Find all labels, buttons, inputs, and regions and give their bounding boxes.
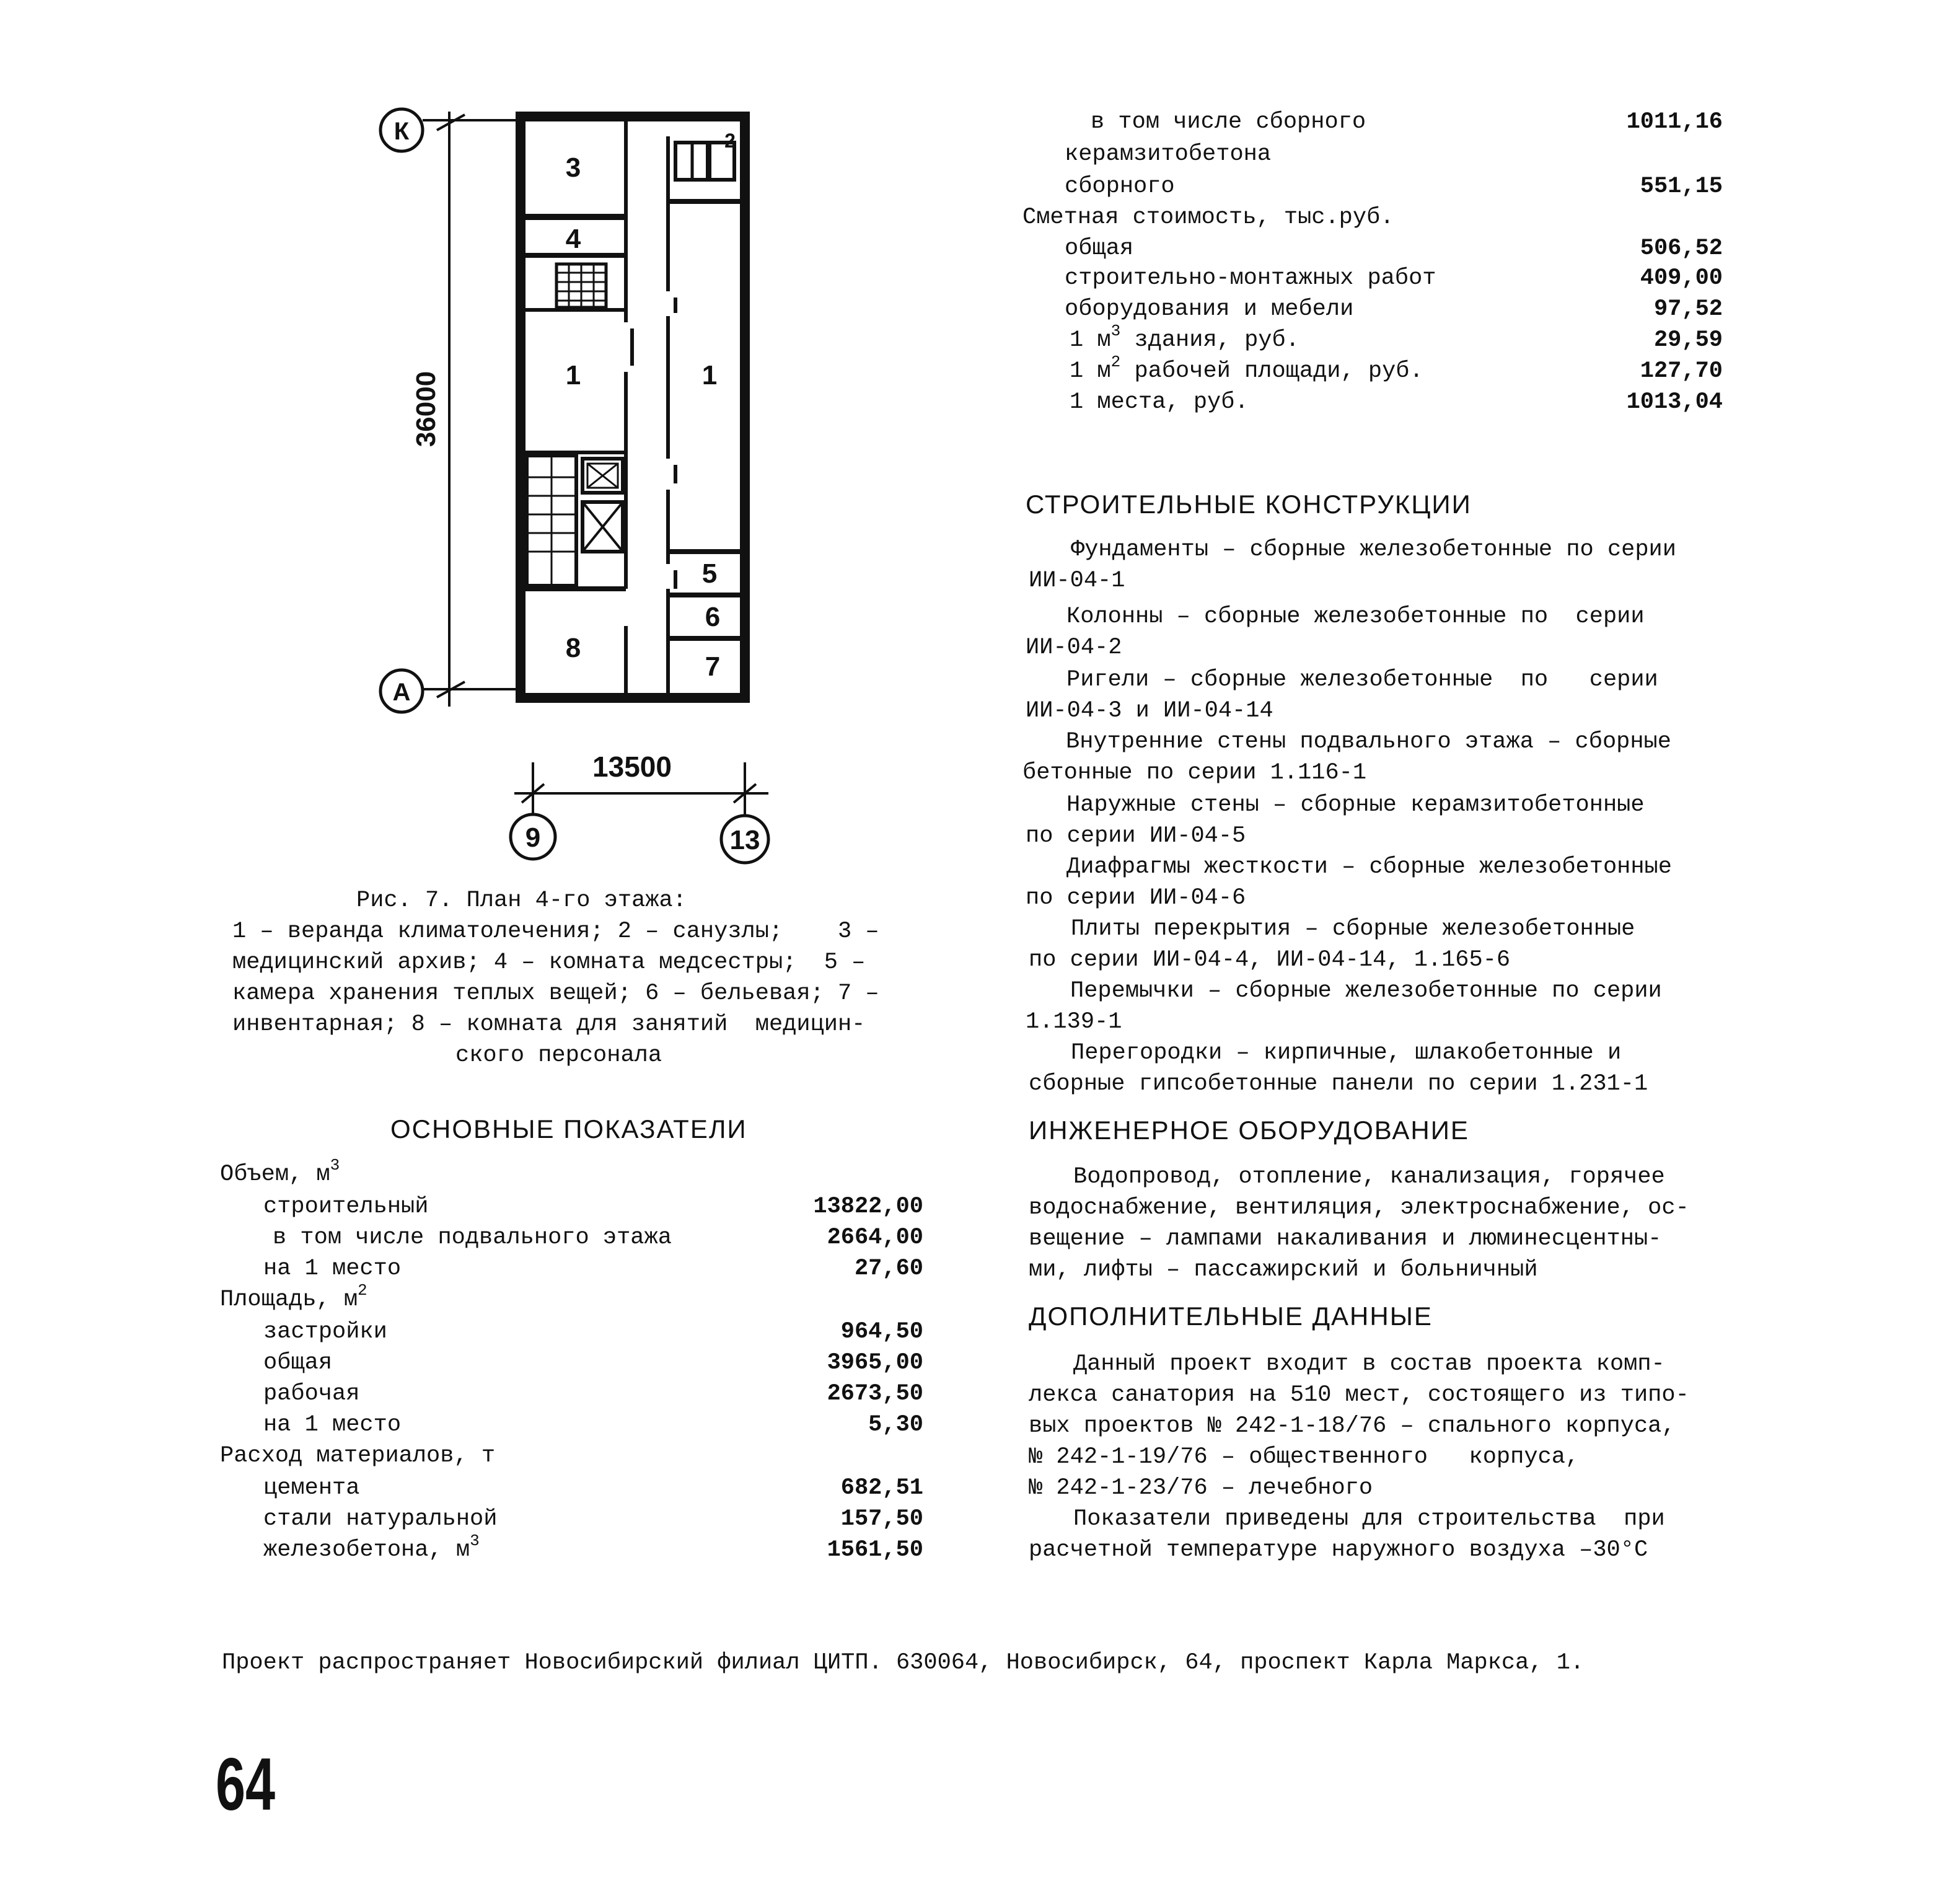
cost-row: 1 $м^2$ рабочей площади, руб. 127,70 xyxy=(1070,352,1723,384)
indicators-heading: ОСНОВНЫЕ ПОКАЗАТЕЛИ xyxy=(390,1114,747,1144)
cost-row: Сметная стоимость, тыс.руб. xyxy=(1022,205,1394,231)
structure-item: Перегородки – кирпичные, шлакобетонные и сборные гипсобетонные панели по серии 1.231-1 xyxy=(1029,1040,1648,1097)
cost-row: 1 $м^3$ здания, руб. 29,59 xyxy=(1070,321,1723,353)
room-7-label: 7 xyxy=(705,651,721,682)
indicator-row: железобетона, $м^3$ 1561,50 xyxy=(263,1531,923,1563)
indicator-row: на 1 место 27,60 xyxy=(263,1256,923,1282)
floor-plan-drawing xyxy=(359,93,793,868)
structure-item: Внутренние стены подвального этажа – сборные бетонные по серии 1.116-1 xyxy=(1022,729,1671,786)
indicator-row: Площадь, $м^2$ xyxy=(220,1280,367,1313)
indicator-row: Расход материалов, т xyxy=(220,1443,496,1469)
room-1-left-label: 1 xyxy=(565,360,581,390)
structure-item: Перемычки – сборные железобетонные по серии 1.139-1 xyxy=(1026,978,1662,1035)
structures-heading: СТРОИТЕЛЬНЫЕ КОНСТРУКЦИИ xyxy=(1026,490,1472,519)
indicator-row: в том числе подвального этажа 2664,00 xyxy=(273,1225,923,1251)
cost-row: общая 506,52 xyxy=(1065,236,1723,262)
indicator-row: Объем, $м^3$ xyxy=(220,1155,340,1188)
caption-line: 1 – веранда климатолечения; 2 – санузлы; 3 – xyxy=(232,919,879,945)
indicator-row: стали натуральной 157,50 xyxy=(263,1506,923,1532)
room-8-label: 8 xyxy=(565,633,581,663)
room-6-label: 6 xyxy=(705,602,721,632)
cost-row: оборудования и мебели 97,52 xyxy=(1065,296,1723,322)
indicator-row: рабочая 2673,50 xyxy=(263,1381,923,1407)
structure-item: Колонны – сборные железобетонные по серии ИИ-04-2 xyxy=(1026,604,1645,661)
axis-13-label: 13 xyxy=(729,825,760,855)
engineering-text: Водопровод, отопление, канализация, горячее водоснабжение, вентиляция, электроснабжение, ос- вещение – лампами накаливания и люминесцентны- ми, лифты – пассажирский и больничный xyxy=(1029,1164,1689,1283)
additional-text: Данный проект входит в состав проекта комп- лекса санатория на 510 мест, состоящего из типо- вых проектов № 242-1-18/76 – спального корпуса, № 242-1-19/76 – общественного корпуса, № 242-1-23/76 – лечебного Показатели приведены для строительства при расчетной температуре наружного воздуха –30°С xyxy=(1029,1351,1689,1563)
caption-line: ского персонала xyxy=(455,1042,662,1069)
indicator-row: застройки 964,50 xyxy=(263,1319,923,1345)
page-number: 64 xyxy=(216,1743,276,1826)
additional-heading: ДОПОЛНИТЕЛЬНЫЕ ДАННЫЕ xyxy=(1029,1302,1433,1331)
axis-a-label: А xyxy=(392,679,411,706)
caption-line: камера хранения теплых вещей; 6 – бельевая; 7 – xyxy=(232,981,879,1007)
room-2-label: 2 xyxy=(724,130,736,152)
room-4-label: 4 xyxy=(565,224,581,254)
cost-row: сборного 551,15 xyxy=(1065,174,1723,200)
axis-k-label: К xyxy=(394,118,410,145)
figure-caption xyxy=(232,885,920,1071)
axis-9-label: 9 xyxy=(525,822,541,853)
room-3-label: 3 xyxy=(565,152,581,183)
structure-item: Наружные стены – сборные керамзитобетонные по серии ИИ-04-5 xyxy=(1026,792,1645,849)
engineering-heading: ИНЖЕНЕРНОЕ ОБОРУДОВАНИЕ xyxy=(1029,1116,1469,1145)
width-dimension-label: 13500 xyxy=(592,751,672,783)
caption-line: инвентарная; 8 – комната для занятий медицин- xyxy=(232,1011,866,1038)
indicator-row: строительный 13822,00 xyxy=(263,1194,923,1220)
indicator-row: цемента 682,51 xyxy=(263,1475,923,1501)
cost-row: керамзитобетона xyxy=(1065,141,1272,167)
footer-distributor: Проект распространяет Новосибирский филиал ЦИТП. 630064, Новосибирск, 64, проспект Карла Маркса, 1. xyxy=(222,1650,1585,1676)
structure-item: Фундаменты – сборные железобетонные по серии ИИ-04-1 xyxy=(1029,537,1676,594)
room-5-label: 5 xyxy=(701,558,718,589)
cost-row: в том числе сборного 1011,16 xyxy=(1091,109,1723,135)
structure-item: Ригели – сборные железобетонные по серии ИИ-04-3 и ИИ-04-14 xyxy=(1026,667,1658,724)
structure-item: Плиты перекрытия – сборные железобетонные по серии ИИ-04-4, ИИ-04-14, 1.165-6 xyxy=(1029,916,1635,973)
caption-title: Рис. 7. План 4-го этажа: xyxy=(356,888,687,914)
structure-item: Диафрагмы жесткости – сборные железобетонные по серии ИИ-04-6 xyxy=(1026,854,1672,911)
cost-row: строительно-монтажных работ 409,00 xyxy=(1065,265,1723,291)
indicator-row: общая 3965,00 xyxy=(263,1350,923,1376)
cost-row: 1 места, руб. 1013,04 xyxy=(1070,389,1723,415)
caption-line: медицинский архив; 4 – комната медсестры; 5 – xyxy=(232,950,866,976)
height-dimension-label: 36000 xyxy=(411,371,441,447)
indicator-row: на 1 место 5,30 xyxy=(263,1412,923,1438)
room-1-right-label: 1 xyxy=(701,360,718,390)
